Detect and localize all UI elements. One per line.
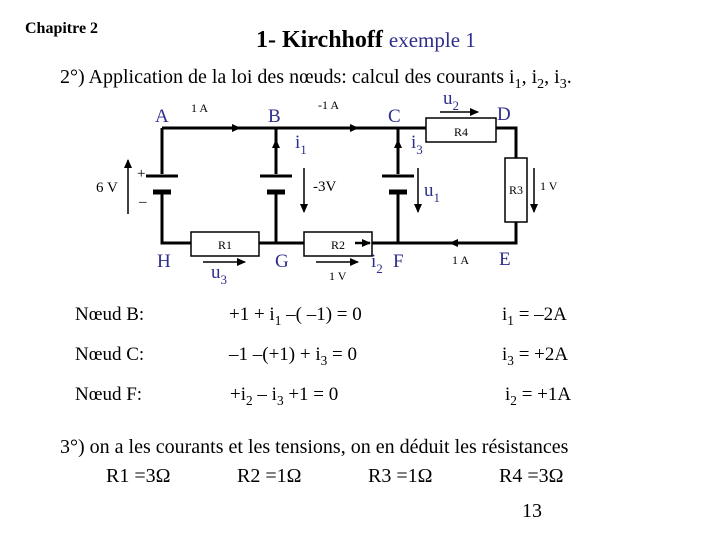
voltage-u2-label: [443, 88, 459, 113]
battery-C: [382, 174, 414, 194]
eq1-expr-a: +1 + i: [229, 304, 275, 325]
i2-letter: i: [371, 251, 377, 272]
equation-1-result: [502, 304, 567, 329]
eq1-expr-sub: 1: [274, 312, 282, 328]
page-number: 13: [522, 500, 542, 522]
title-sub: exemple 1: [388, 28, 476, 52]
eq3-expr-sub2: 3: [276, 392, 284, 408]
current-EF-label: 1 A: [452, 253, 470, 267]
eq3-res-sub: 2: [510, 392, 517, 408]
node-E: E: [499, 249, 511, 270]
i3-letter: i: [411, 132, 417, 153]
voltage-R2-label: 1 V: [329, 269, 347, 283]
resistance-R1: R1 =3Ω: [106, 465, 171, 487]
voltage-source-label: 6 V: [96, 180, 118, 196]
node-A: A: [155, 106, 169, 127]
resistance-R3: R3 =1Ω: [368, 465, 433, 487]
wire-bottom-EF: [372, 222, 516, 243]
resistor-R3: [505, 158, 527, 222]
equation-3-expr: [230, 384, 338, 409]
battery-left: [146, 174, 178, 194]
equation-3-label: Nœud F:: [75, 384, 143, 405]
i1-letter: i: [295, 132, 301, 153]
i3-sub: 3: [416, 142, 423, 157]
i1-sub: 1: [300, 142, 307, 157]
node-D: D: [497, 104, 511, 125]
eq1-res-b: = –2A: [513, 304, 567, 325]
equation-2-label: Nœud C:: [75, 344, 145, 365]
intro-sep-1: , i: [521, 66, 538, 88]
resistor-R1-label: R1: [217, 238, 233, 252]
current-BC-label: -1 A: [318, 98, 339, 112]
current-AB-label: 1 A: [191, 101, 209, 115]
current-i2-label: [371, 251, 383, 276]
resistor-R4: [426, 118, 496, 142]
eq3-expr-b: – i: [252, 384, 277, 405]
resistor-R2-label: R2: [330, 238, 346, 252]
current-i1-label: [295, 132, 307, 157]
title-main: 1- Kirchhoff: [256, 27, 383, 53]
eq2-res-sub: 3: [507, 352, 514, 368]
u2-letter: u: [443, 88, 453, 109]
equation-2-expr: [229, 344, 357, 369]
voltage-u3-label: [211, 262, 227, 287]
intro-end: .: [566, 66, 572, 88]
eq2-expr-b: = 0: [327, 344, 357, 365]
intro-text: 2°) Application de la loi des nœuds: calcul des courants i: [60, 66, 515, 88]
node-B: B: [268, 106, 281, 127]
intro-sep-2: , i: [544, 66, 560, 88]
node-H: H: [157, 251, 171, 272]
circuit-wires: [162, 128, 516, 243]
current-i3-label: [411, 132, 423, 157]
battery-B: [260, 174, 292, 194]
resistance-R4: R4 =3Ω: [499, 465, 564, 487]
u2-sub: 2: [452, 98, 459, 113]
chapter-label: Chapitre 2: [25, 20, 99, 37]
u3-sub: 3: [220, 272, 227, 287]
i2-sub: 2: [376, 261, 383, 276]
eq1-res-a: i: [502, 304, 508, 325]
voltage-R3-label: 1 V: [540, 179, 558, 193]
eq1-expr-b: –( –1) = 0: [281, 304, 362, 325]
battery-plus-sign: +: [137, 166, 146, 182]
node-G: G: [275, 251, 289, 272]
eq2-expr-sub: 3: [320, 352, 328, 368]
node-C: C: [388, 106, 401, 127]
resistor-R3-label: R3: [508, 183, 524, 197]
eq1-res-sub: 1: [507, 312, 514, 328]
eq2-res-b: = +2A: [513, 344, 569, 365]
battery-minus-sign: –: [139, 194, 147, 210]
eq3-expr-a: +i: [230, 384, 246, 405]
equation-2-result: [502, 344, 568, 369]
eq3-expr-c: +1 = 0: [283, 384, 339, 405]
resistor-R4-label: R4: [453, 125, 469, 139]
resistor-R1: [191, 232, 259, 256]
equation-1-label: Nœud B:: [75, 304, 145, 325]
intro-sub-1: 1: [514, 77, 522, 92]
eq3-res-b: = +1A: [516, 384, 572, 405]
u1-sub: 1: [433, 190, 440, 205]
resistance-R2: R2 =1Ω: [237, 465, 302, 487]
eq2-res-a: i: [502, 344, 508, 365]
intro-sub-2: 2: [537, 77, 545, 92]
eq3-res-a: i: [505, 384, 511, 405]
equation-1-expr: [229, 304, 362, 329]
equation-3-result: [505, 384, 571, 409]
eq2-expr-a: –1 –(+1) + i: [229, 344, 321, 365]
wire-top-D: [496, 128, 516, 158]
eq3-expr-sub: 2: [246, 392, 253, 408]
u1-letter: u: [424, 180, 434, 201]
conclusion-text: 3°) on a les courants et les tensions, on en déduit les résistances: [60, 436, 569, 458]
node-F: F: [393, 251, 404, 272]
intro-sub-3: 3: [559, 77, 567, 92]
u3-letter: u: [211, 262, 221, 283]
voltage-u1-label: [424, 180, 440, 205]
voltage-branch-B-label: -3V: [313, 179, 337, 195]
